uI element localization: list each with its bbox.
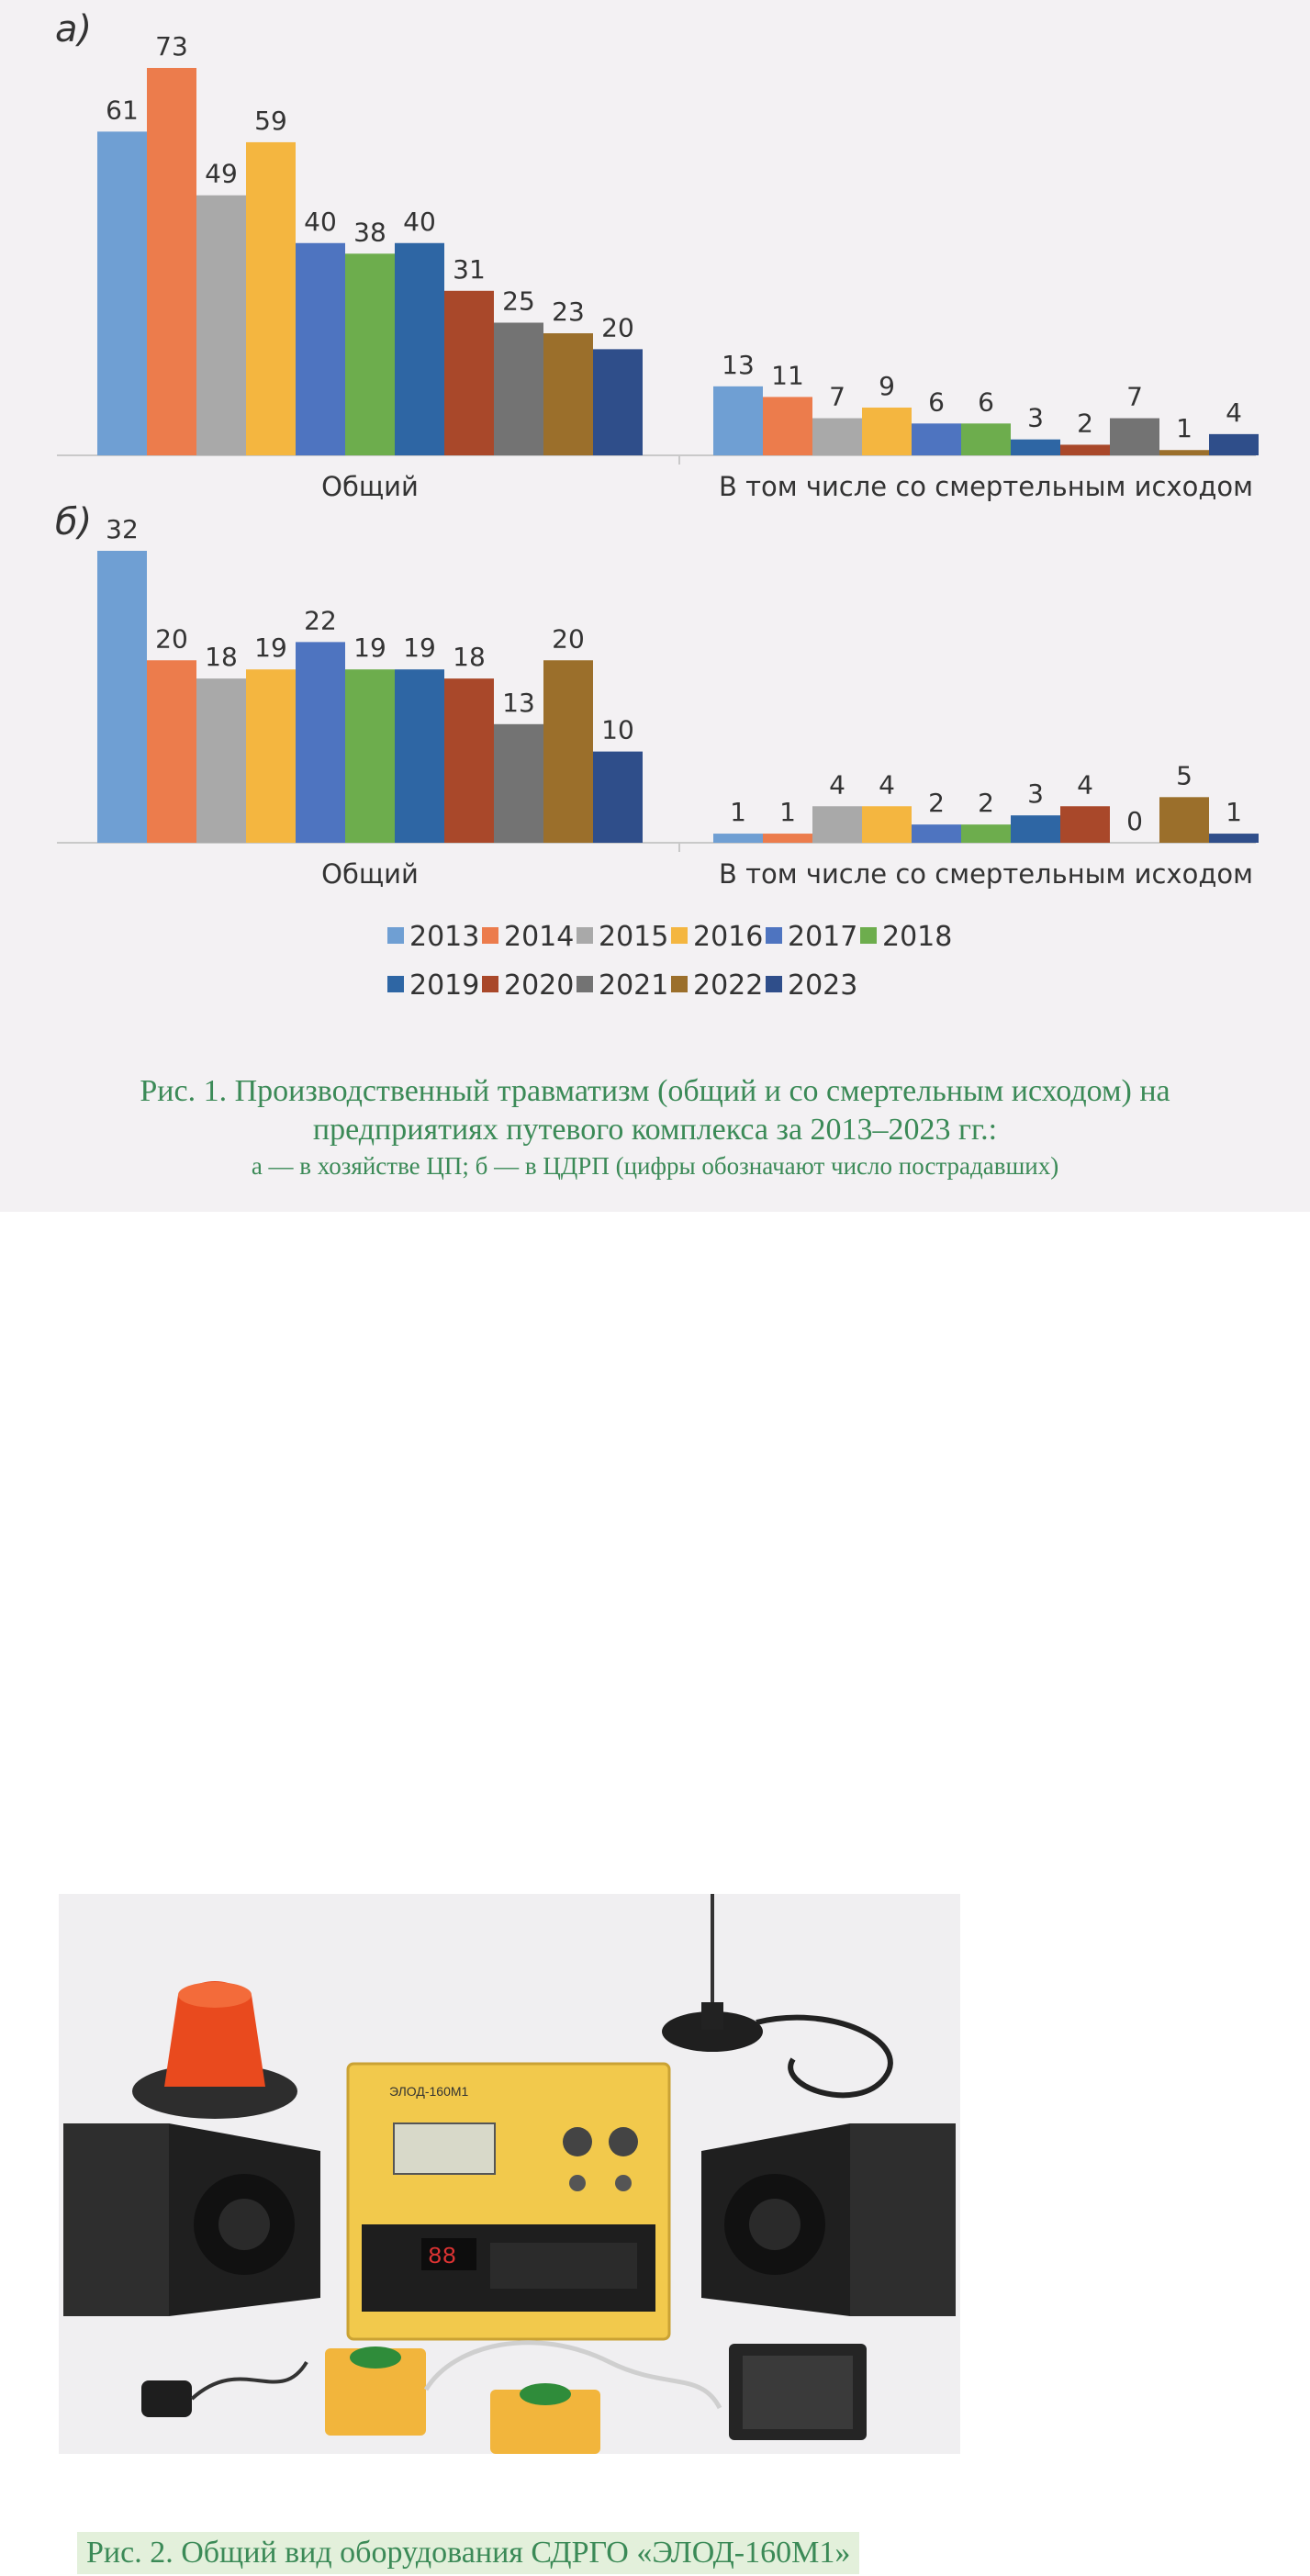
data-label: 20 [552, 623, 585, 655]
bar [296, 642, 345, 843]
data-label: 59 [254, 105, 287, 136]
legend-label: 2021 [599, 969, 669, 1002]
bar [593, 349, 643, 455]
figure-1 [0, 0, 1310, 1212]
legend-swatch [482, 927, 498, 944]
legend-label: 2015 [599, 921, 669, 953]
bar [1159, 450, 1209, 455]
figure-1-caption-line-3: а — в хозяйстве ЦП; б — в ЦДРП (цифры обозначают число пострадавших) [251, 1152, 1059, 1180]
data-label: 61 [106, 95, 139, 126]
legend-swatch [577, 976, 593, 992]
bar [1110, 419, 1159, 455]
bar [1209, 434, 1259, 455]
bar [395, 669, 444, 843]
figure-2-caption: Рис. 2. Общий вид оборудования СДРГО «ЭЛОД-160М1» [77, 2532, 859, 2574]
data-label: 40 [304, 206, 337, 237]
bar [961, 423, 1011, 455]
data-label: 4 [879, 769, 895, 801]
bar-charts [0, 0, 1310, 1065]
data-label: 20 [601, 312, 634, 343]
bar [543, 660, 593, 843]
bar [713, 834, 763, 843]
data-label: 23 [552, 297, 585, 328]
data-label: 2 [1077, 408, 1093, 439]
bar [345, 669, 395, 843]
data-label: 31 [453, 253, 486, 285]
antenna-cable [756, 2018, 890, 2096]
data-label: 25 [502, 286, 535, 317]
data-label: 13 [502, 687, 535, 718]
bar [147, 68, 196, 455]
data-label: 1 [1176, 413, 1192, 444]
bar [763, 397, 812, 455]
bar [97, 551, 147, 843]
left-speaker-body [63, 2123, 169, 2316]
bar [1159, 797, 1209, 843]
data-label: 1 [730, 797, 746, 828]
category-label: В том числе со смертельным исходом [718, 471, 1254, 502]
bar [345, 253, 395, 455]
bar [97, 131, 147, 455]
bar [1060, 806, 1110, 843]
legend-label: 2013 [409, 921, 480, 953]
legend-swatch [387, 927, 404, 944]
figure-1-caption-line-2: предприятиях путевого комплекса за 2013–2023 гг.: [312, 1113, 998, 1147]
data-label: 5 [1176, 760, 1192, 791]
bar [763, 834, 812, 843]
data-label: 10 [601, 714, 634, 745]
equipment-illustration [59, 1894, 960, 2454]
equipment-photo [59, 1894, 960, 2454]
legend-swatch [766, 976, 782, 992]
legend-label: 2016 [693, 921, 764, 953]
bar [862, 806, 912, 843]
bar [593, 752, 643, 843]
data-label: 9 [879, 370, 895, 401]
data-label: 22 [304, 605, 337, 636]
data-label: 19 [353, 633, 386, 664]
bar [713, 386, 763, 455]
data-label: 73 [155, 31, 188, 62]
bar [1011, 440, 1060, 455]
bar [912, 824, 961, 843]
device-label: ЭЛОД-160М1 [389, 2084, 469, 2099]
data-label: 7 [1126, 381, 1143, 412]
data-label: 4 [1077, 769, 1093, 801]
category-label: В том числе со смертельным исходом [718, 858, 1254, 890]
bar [494, 322, 543, 455]
data-label: 40 [403, 206, 436, 237]
legend-label: 2022 [693, 969, 764, 1002]
legend-label: 2023 [788, 969, 858, 1002]
legend-label: 2020 [504, 969, 575, 1002]
data-label: 4 [829, 769, 845, 801]
bar [196, 196, 246, 455]
bar [196, 678, 246, 843]
data-label: 19 [403, 633, 436, 664]
lcd-display [394, 2123, 495, 2174]
data-label: 18 [205, 642, 238, 673]
data-label: 1 [779, 797, 796, 828]
bar [296, 243, 345, 455]
bar [444, 291, 494, 455]
bar [961, 824, 1011, 843]
bar [494, 724, 543, 843]
panel-label-2: б) [55, 501, 93, 543]
data-label: 49 [205, 158, 238, 189]
bar [912, 423, 961, 455]
legend-label: 2014 [504, 921, 575, 953]
bar [147, 660, 196, 843]
legend-label: 2017 [788, 921, 858, 953]
legend-swatch [387, 976, 404, 992]
bar [395, 243, 444, 455]
figure-1-caption-line-1: Рис. 1. Производственный травматизм (общий и со смертельным исходом) на [140, 1074, 1170, 1108]
legend-label: 2019 [409, 969, 480, 1002]
data-label: 2 [978, 788, 994, 819]
data-label: 3 [1027, 778, 1044, 810]
data-label: 3 [1027, 402, 1044, 433]
data-label: 2 [928, 788, 945, 819]
data-label: 11 [771, 360, 804, 391]
legend-swatch [860, 927, 877, 944]
data-label: 6 [978, 386, 994, 418]
radio-display: 88 [428, 2243, 457, 2270]
legend-swatch [671, 927, 688, 944]
panel-label-1: а) [55, 8, 93, 50]
data-label: 13 [722, 349, 755, 380]
data-label: 6 [928, 386, 945, 418]
legend-swatch [766, 927, 782, 944]
data-label: 7 [829, 381, 845, 412]
data-label: 18 [453, 642, 486, 673]
legend-swatch [577, 927, 593, 944]
data-label: 4 [1226, 397, 1242, 428]
legend-label: 2018 [882, 921, 953, 953]
bar [444, 678, 494, 843]
bar [1209, 834, 1259, 843]
legend-swatch [671, 976, 688, 992]
data-label: 1 [1226, 797, 1242, 828]
category-label: Общий [321, 858, 419, 890]
data-label: 38 [353, 217, 386, 248]
data-label: 19 [254, 633, 287, 664]
bar [246, 142, 296, 455]
bar [1011, 815, 1060, 843]
legend-swatch [482, 976, 498, 992]
bar [812, 806, 862, 843]
knob-1 [563, 2127, 592, 2156]
data-label: 20 [155, 623, 188, 655]
bar [862, 408, 912, 455]
knob-2 [609, 2127, 638, 2156]
gps-puck [141, 2380, 192, 2417]
bar [812, 419, 862, 455]
data-label: 0 [1126, 806, 1143, 836]
right-speaker-body [850, 2123, 956, 2316]
bar [246, 669, 296, 843]
category-label: Общий [321, 471, 419, 502]
bar [1060, 444, 1110, 455]
data-label: 32 [106, 514, 139, 544]
bar [543, 333, 593, 455]
